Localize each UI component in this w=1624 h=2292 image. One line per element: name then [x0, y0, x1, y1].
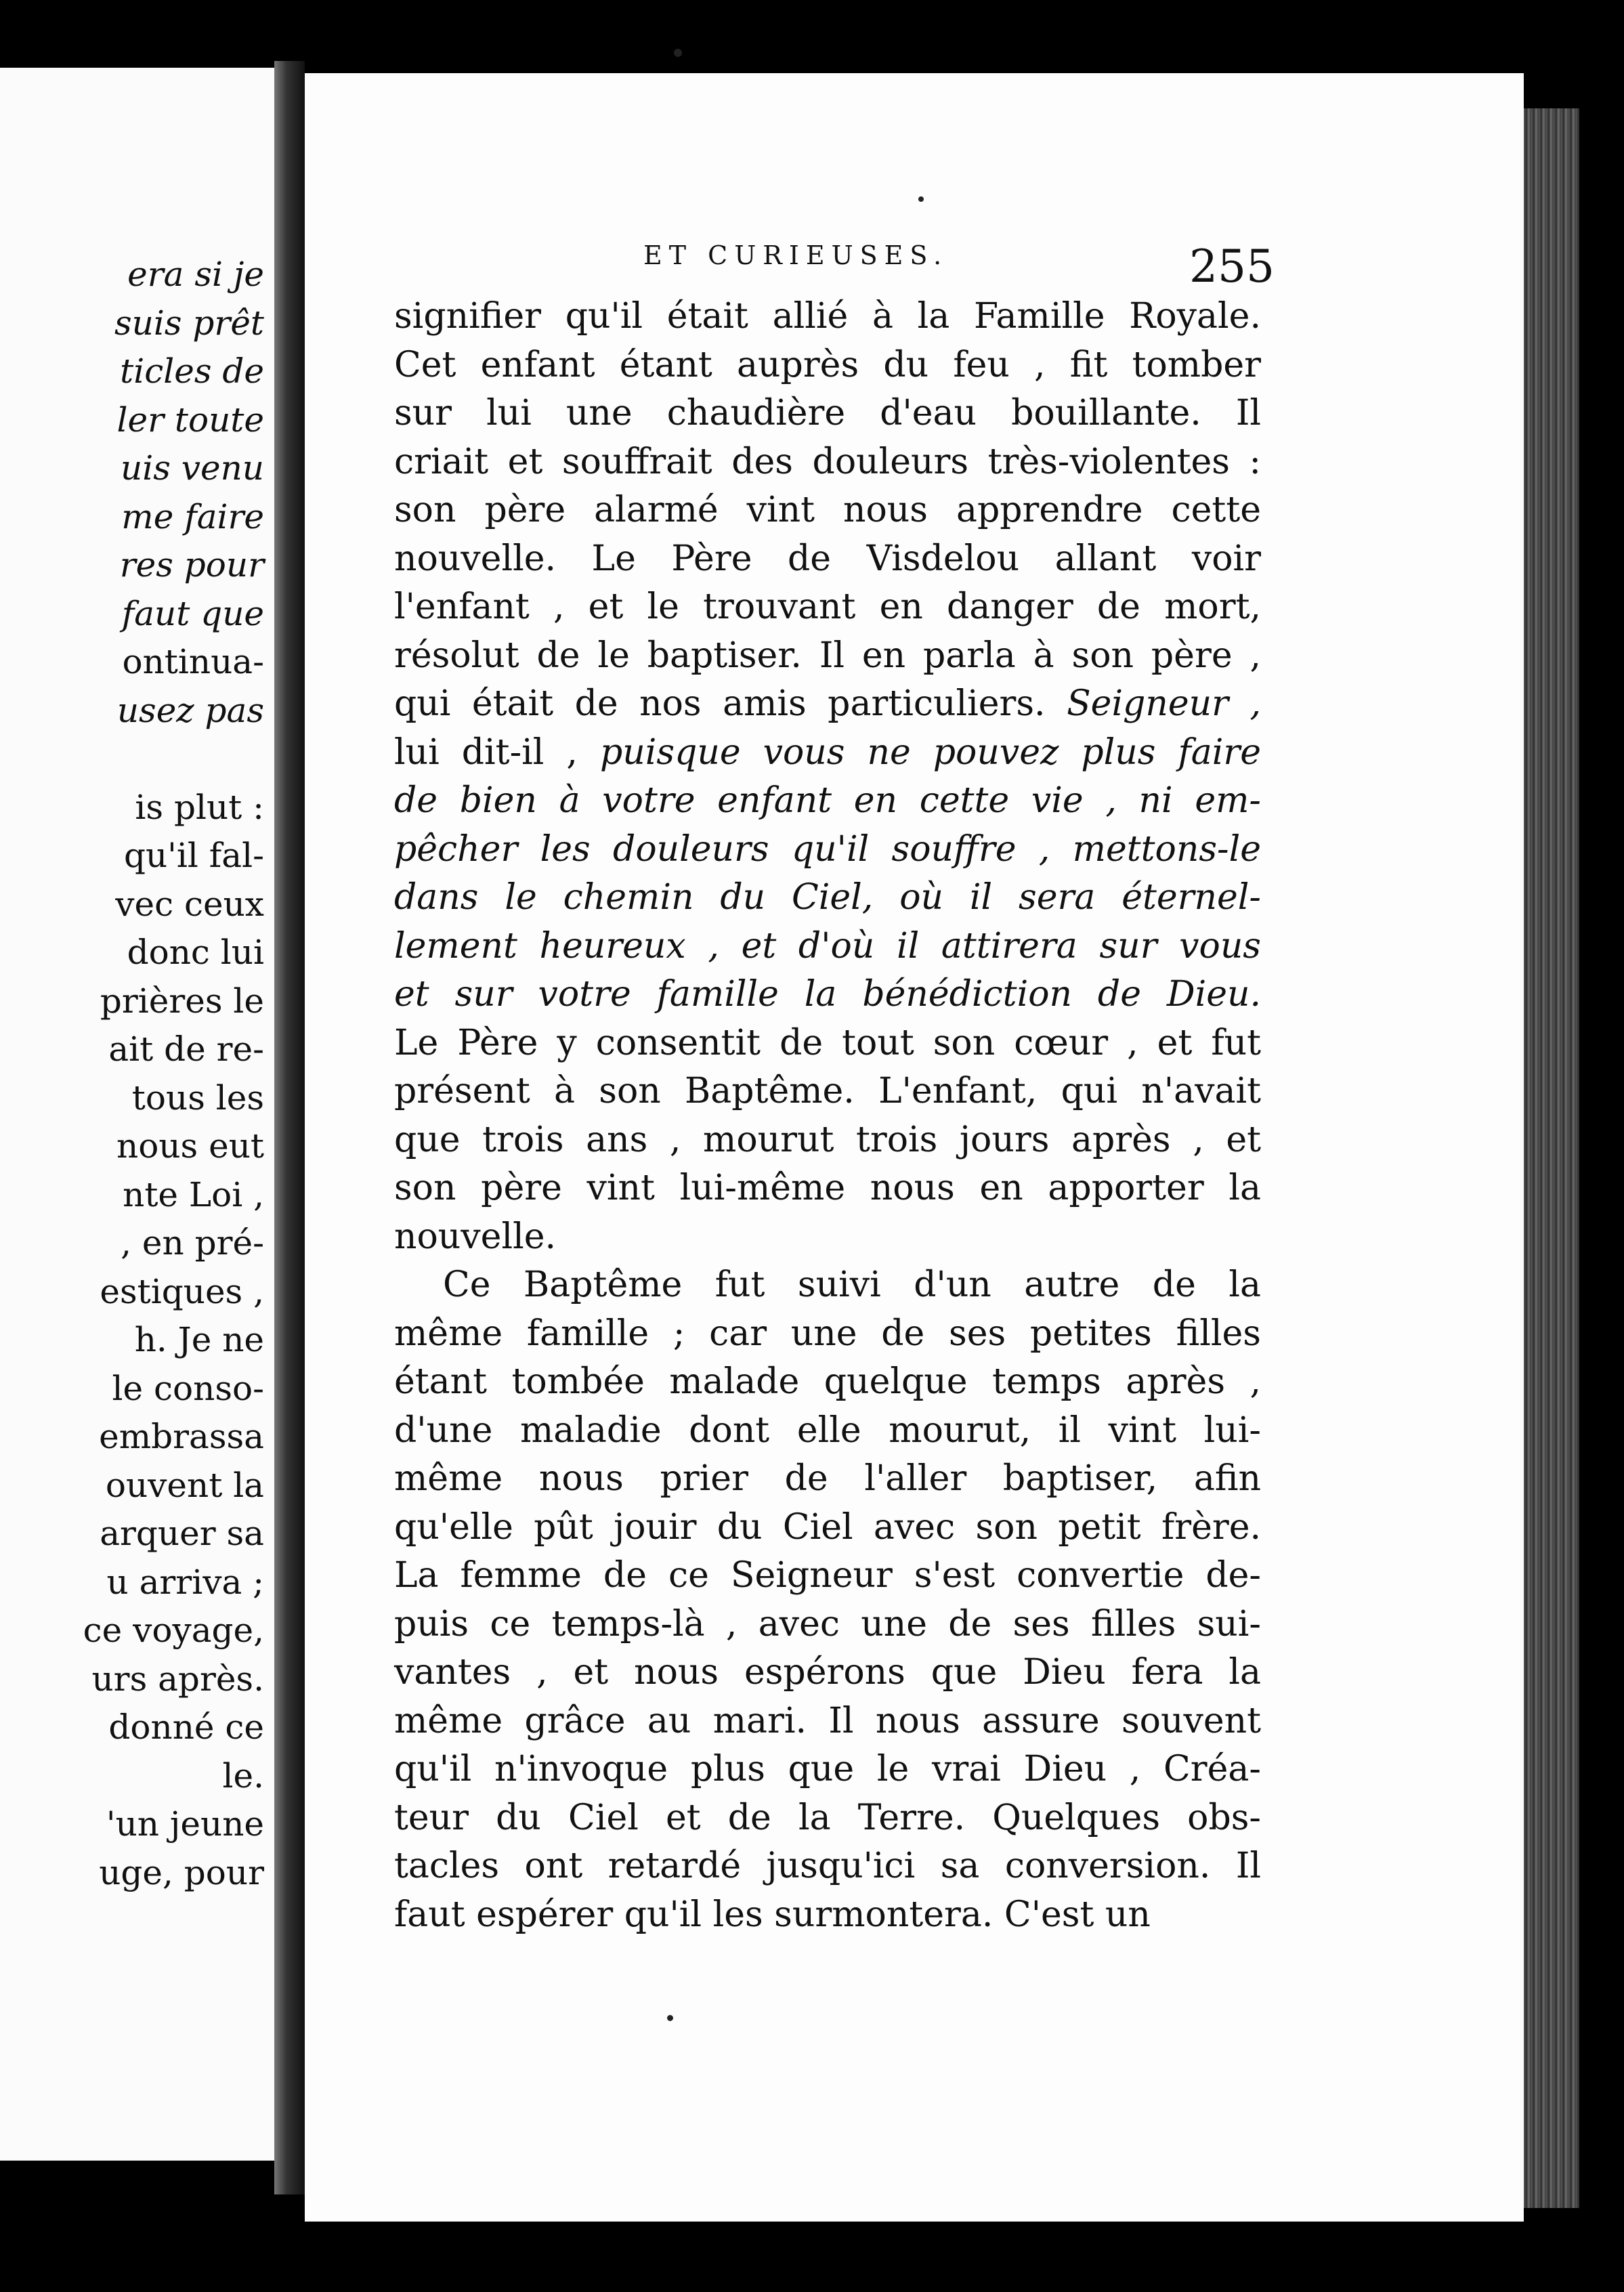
left-line — [0, 735, 264, 784]
left-line: 'un jeune — [106, 1804, 264, 1844]
italic-fragment: puisque vous ne pouvez plus faire — [599, 731, 1261, 773]
left-page-text — [0, 251, 264, 1897]
text-line: son père alarmé vint nous apprendre cette — [394, 490, 1261, 530]
text-line: même grâce au mari. Il nous assure souvent — [394, 1700, 1261, 1741]
text-line: Le Père y consentit de tout son cœur , et fut — [394, 1022, 1261, 1063]
left-line: prières le — [100, 981, 264, 1021]
text-line: tacles ont retardé jusqu'ici sa conversion. Il — [394, 1846, 1261, 1886]
left-line: ontinua- — [122, 642, 264, 681]
left-line: uis venu — [121, 448, 264, 488]
text-line: signifier qu'il était allié à la Famille Royale. — [394, 296, 1261, 337]
page-number: 255 — [1189, 240, 1275, 293]
left-line: ait de re- — [108, 1030, 264, 1069]
left-line: qu'il fal- — [123, 836, 264, 875]
left-line: estiques , — [100, 1271, 264, 1311]
left-line: nous eut — [116, 1126, 264, 1166]
left-line: h. Je ne — [134, 1320, 264, 1359]
text-line: l'enfant , et le trouvant en danger de mort, — [394, 587, 1261, 627]
text-line: vantes , et nous espérons que Dieu fera la — [394, 1652, 1261, 1693]
text-line: lement heureux , et d'où il attirera sur vous — [394, 925, 1261, 967]
text-line: faut espérer qu'il les surmontera. C'est un — [394, 1894, 1151, 1935]
text-line: sur lui une chaudière d'eau bouillante. Il — [394, 393, 1261, 433]
left-line: donc lui — [127, 933, 264, 972]
text-line — [394, 729, 1261, 778]
text-line: son père vint lui-même nous en apporter la — [394, 1168, 1261, 1208]
text-line: étant tombée malade quelque temps après , — [394, 1361, 1261, 1402]
text-line: pêcher les douleurs qu'il souffre , mettons-le — [394, 828, 1261, 870]
left-line: res pour — [119, 545, 264, 585]
text-line: teur du Ciel et de la Terre. Quelques obs- — [394, 1797, 1261, 1838]
left-page — [0, 68, 274, 2161]
text-line: même famille ; car une de ses petites filles — [394, 1313, 1261, 1354]
ink-speck — [918, 196, 924, 202]
text-line: de bien à votre enfant en cette vie , ni em- — [394, 780, 1261, 821]
left-line: urs après. — [91, 1659, 264, 1699]
left-line: me faire — [121, 496, 264, 536]
left-line: ler toute — [116, 400, 264, 440]
text-line: Cet enfant étant auprès du feu , fit tomber — [394, 344, 1261, 385]
left-line: usez pas — [116, 690, 264, 730]
book-gutter — [274, 61, 305, 2194]
text-line — [394, 680, 1261, 729]
left-line: is plut : — [135, 787, 264, 827]
text-line: Ce Baptême fut suivi d'un autre de la — [443, 1265, 1261, 1305]
page-edge — [1524, 108, 1579, 2208]
ink-speck — [667, 2015, 673, 2021]
left-line: , en pré- — [121, 1223, 264, 1262]
left-line: u arriva ; — [106, 1562, 264, 1602]
text-line: nouvelle. Le Père de Visdelou allant voir — [394, 538, 1261, 579]
ink-speck — [674, 49, 682, 57]
italic-fragment: Seigneur , — [1067, 683, 1261, 724]
text-line: qu'il n'invoque plus que le vrai Dieu , Créa- — [394, 1749, 1261, 1789]
left-line: nte Loi , — [123, 1174, 264, 1214]
left-line: ouvent la — [105, 1465, 264, 1505]
left-line: suis prêt — [114, 303, 264, 343]
body-text — [394, 293, 1261, 1939]
text-line: que trois ans , mourut trois jours après , et — [394, 1119, 1261, 1160]
text-line: résolut de le baptiser. Il en parla à son père , — [394, 635, 1261, 676]
text-line: d'une maladie dont elle mourut, il vint lui- — [394, 1409, 1261, 1451]
text-line: présent à son Baptême. L'enfant, qui n'avait — [394, 1071, 1261, 1111]
running-head: ET CURIEUSES. — [643, 240, 949, 270]
left-line: donné ce — [108, 1707, 264, 1747]
left-line: ce voyage, — [83, 1611, 264, 1650]
text-line: dans le chemin du Ciel, où il sera éternel- — [394, 877, 1261, 918]
left-line: le conso- — [112, 1368, 264, 1408]
left-line: era si je — [127, 255, 264, 294]
left-line: uge, pour — [99, 1852, 264, 1892]
text-line-roman: qui était de nos amis particuliers. — [394, 683, 1046, 724]
text-line: même nous prier de l'aller baptiser, afin — [394, 1458, 1261, 1499]
text-line: criait et souffrait des douleurs très-violentes : — [394, 441, 1261, 482]
left-line: ticles de — [120, 352, 264, 391]
text-line-roman: lui dit-il , — [394, 731, 578, 773]
left-line: arquer sa — [100, 1514, 264, 1553]
left-line: embrassa — [99, 1417, 264, 1456]
text-line: nouvelle. — [394, 1216, 557, 1257]
text-line: puis ce temps-là , avec une de ses filles sui- — [394, 1603, 1261, 1644]
text-line: et sur votre famille la bénédiction de Dieu. — [394, 974, 1261, 1015]
left-line: vec ceux — [115, 884, 264, 924]
text-line: La femme de ce Seigneur s'est convertie de- — [394, 1555, 1261, 1596]
left-line: tous les — [131, 1078, 264, 1118]
left-line: le. — [222, 1756, 264, 1796]
text-line: qu'elle pût jouir du Ciel avec son petit frère. — [394, 1506, 1261, 1548]
left-line: faut que — [121, 593, 264, 633]
